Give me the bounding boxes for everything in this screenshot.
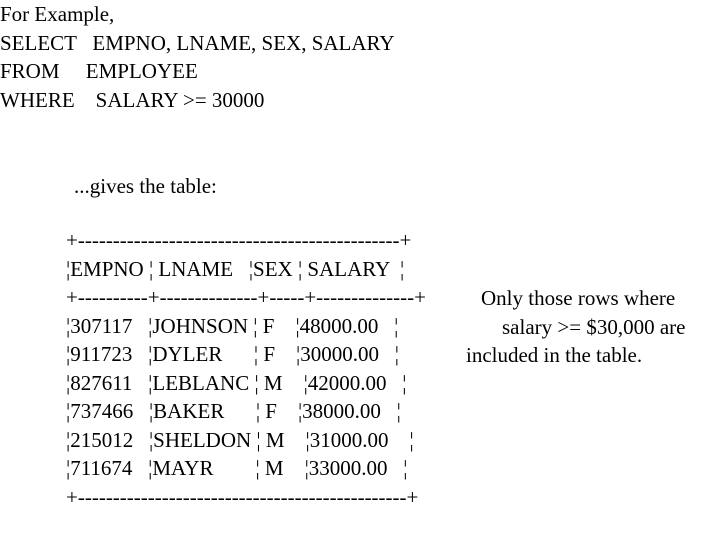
table-row: ¦711674 ¦MAYR ¦ M ¦33000.00 ¦ bbox=[66, 456, 408, 480]
note-line-1: Only those rows where bbox=[481, 286, 676, 310]
table-row: ¦911723 ¦DYLER ¦ F ¦30000.00 ¦ bbox=[66, 342, 399, 366]
table-bottom-border: +-----------------------------------------------+ bbox=[66, 484, 419, 509]
note-line-3: included in the table. bbox=[466, 343, 643, 367]
sql-where-line: WHERE SALARY >= 30000 bbox=[0, 87, 265, 112]
sql-from-line: FROM EMPLOYEE bbox=[0, 59, 198, 83]
sql-example-block bbox=[0, 0, 720, 114]
table-top-border: +----------------------------------------------+ bbox=[66, 228, 412, 252]
sql-select-line: SELECT EMPNO, LNAME, SEX, SALARY bbox=[0, 30, 395, 55]
intro-heading: For Example, bbox=[0, 2, 115, 26]
table-row: ¦215012 ¦SHELDON ¦ M ¦31000.00 ¦ bbox=[66, 427, 414, 452]
table-header-row: ¦EMPNO ¦ LNAME ¦SEX ¦ SALARY ¦ bbox=[66, 256, 405, 281]
gives-table-text: ...gives the table: bbox=[74, 174, 217, 198]
table-row: ¦827611 ¦LEBLANC ¦ M ¦42000.00 ¦ bbox=[66, 370, 407, 395]
note-line-2: salary >= $30,000 are bbox=[502, 315, 686, 339]
table-row: ¦307117 ¦JOHNSON ¦ F ¦48000.00 ¦ bbox=[66, 313, 399, 338]
table-header-separator: +----------+--------------+-----+--------------+ bbox=[66, 285, 426, 309]
table-row: ¦737466 ¦BAKER ¦ F ¦38000.00 ¦ bbox=[66, 399, 401, 423]
ascii-result-table bbox=[66, 226, 426, 511]
